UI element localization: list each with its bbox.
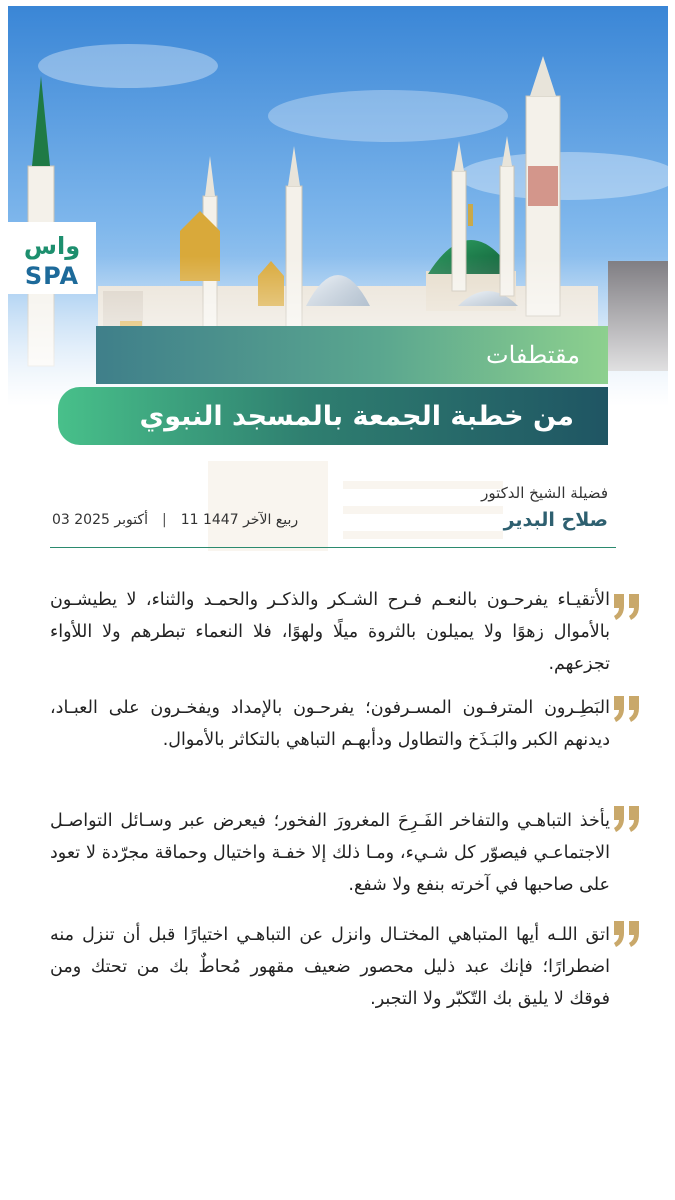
quote-mark-icon [612,806,642,832]
logo-arabic-text: واس [23,232,81,260]
spa-watermark [208,461,508,551]
quote-paragraph: يأخذ التباهـي والتفاخر الفَـرِحَ المغرورَ الفخور؛ فيعرض عبر وسـائل التواصـل الاجتماعـي فيصوّر كل شـيء، ومـا ذلك إلا خفـة واختيال وحماقة مجرّدة لا تعود على صاحبها في آخرته بنفع ولا شفع. [50,811,610,895]
page-title: من خطبة الجمعة بالمسجد النبوي [139,400,574,432]
quote-paragraph: الأتقيـاء يفرحـون بالنعـم فـرح الشـكر والذكـر والحمـد والثناء، لا يطيشـون بالأموال زهوًا ولا يميلون بالثروة ميلًا ولهوًا، فلا النعماء تبطرهم ولا اللأواء تجزعهم. [50,590,610,674]
quote-mark-icon [612,594,642,620]
hijri-date: 11 ربيع الآخر 1447 [180,512,299,528]
quote-paragraph: البَطِـرون المترفـون المسـرفون؛ يفرحـون بالإمداد ويفخـرون على العبـاد، ديدنهم الكبر والبَـذَخ والتطاول ودأبهـم التباهي بالتكاثر بالأموال. [50,698,610,750]
date-separator: | [162,512,167,528]
excerpts-label-band [96,326,608,384]
spa-logo [8,222,96,294]
speaker-name: صلاح البدير [503,509,608,531]
logo-latin-text: SPA [24,262,80,290]
quote-paragraph: اتق اللـه أيها المتباهي المختـال وانزل عن التباهـي اختيارًا قبل أن تنزل منه اضطرارًا؛ فإنك عبد ذليل محصور ضعيف مقهور مُحاطٌ بك من تحتك ومن فوقك لا يليق بك التّكبّر ولا التجبر. [50,925,610,1009]
quote-mark-icon [612,921,642,947]
speaker-title: فضيلة الشيخ الدكتور [481,484,608,502]
date-row [52,512,298,528]
gregorian-date: 03 أكتوبر 2025 [52,512,148,528]
quote-mark-icon [612,696,642,722]
divider [50,547,616,548]
infographic-card [8,6,668,1194]
title-band [58,387,608,445]
excerpts-label: مقتطفات [486,341,580,369]
